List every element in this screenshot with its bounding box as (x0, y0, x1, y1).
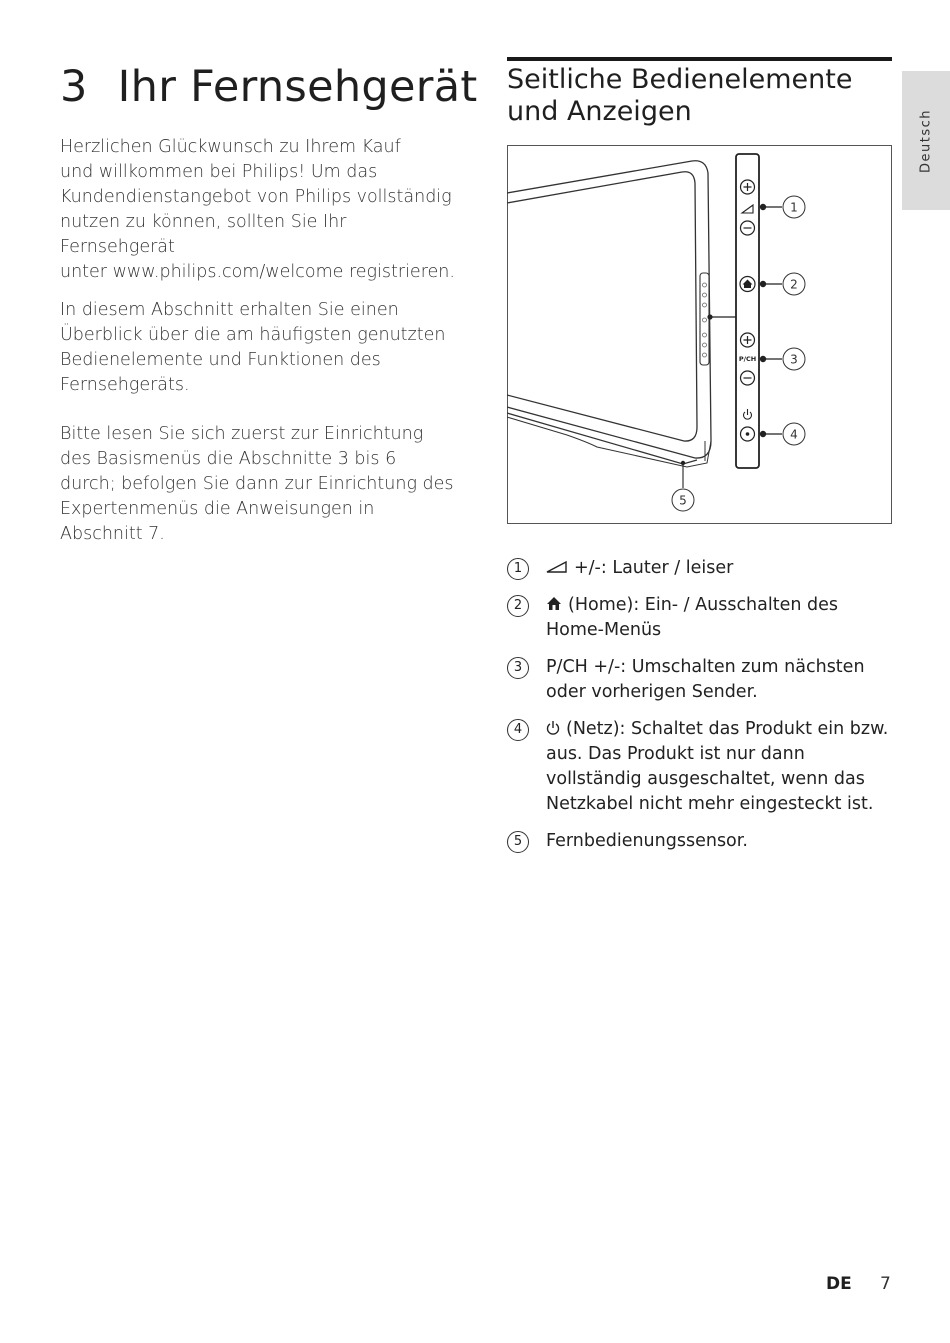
item-text: P/CH +/-: Umschalten zum nächsten oder vorherigen Sender. (546, 657, 865, 702)
tv-illustration (507, 145, 892, 524)
item-number: 3 (507, 657, 529, 679)
section-title: Seitliche Bedienelemente und Anzeigen (507, 64, 853, 127)
callout-1: 1 (790, 200, 798, 215)
callout-leaders (760, 204, 782, 436)
item-number: 5 (507, 831, 529, 853)
list-item (507, 655, 897, 705)
callout-4: 4 (790, 427, 798, 442)
tv-side-controls-figure (507, 145, 892, 524)
language-tab-label: Deutsch (918, 108, 934, 173)
chapter-title-text: Ihr Fernsehgerät (117, 62, 478, 112)
section-rule (507, 57, 892, 61)
pch-label: P/CH (738, 355, 757, 363)
tv-strip-marker (707, 314, 712, 319)
footer-language: DE (826, 1274, 852, 1294)
callout-3: 3 (790, 352, 798, 367)
item-text: (Home): Ein- / Ausschalten des Home-Menüs (546, 595, 839, 640)
language-tab (902, 71, 950, 210)
item-number: 2 (507, 595, 529, 617)
chapter-number: 3 (60, 62, 88, 112)
overview-paragraph: In diesem Abschnitt erhalten Sie einen Überblick über die am häufigsten genutzten Bedienelemente und Funktionen des Fernsehgeräts. (60, 300, 446, 395)
intro-paragraph: Herzlichen Glückwunsch zu Ihrem Kauf und willkommen bei Philips! Um das Kundendienstangebot von Philips vollständig nutzen zu können, sollten Sie Ihr Fernsehgerät unter www.philips.com/welcome registrieren. (60, 137, 455, 282)
callout-2: 2 (790, 277, 798, 292)
list-item (507, 717, 897, 817)
list-item (507, 593, 897, 643)
item-text: Fernbedienungssensor. (546, 831, 748, 851)
callout-5: 5 (679, 493, 687, 508)
remote-sensor-icon (681, 461, 685, 465)
list-item (507, 829, 897, 854)
item-text: +/-: Lauter / leiser (574, 558, 734, 578)
control-panel (736, 154, 759, 468)
chapter-title (60, 62, 478, 112)
instructions-paragraph: Bitte lesen Sie sich zuerst zur Einrichtung des Basismenüs die Abschnitte 3 bis 6 durch; befolgen Sie dann zur Einrichtung des Expertenmenüs die Anweisungen in Abschnitt 7. (60, 424, 454, 544)
item-number: 1 (507, 558, 529, 580)
page-number: 7 (880, 1274, 891, 1294)
item-number: 4 (507, 719, 529, 741)
control-descriptions-list (507, 556, 897, 866)
volume-icon (546, 560, 568, 574)
home-icon (546, 596, 562, 611)
list-item (507, 556, 897, 581)
item-text: (Netz): Schaltet das Produkt ein bzw. aus. Das Produkt ist nur dann vollständig ausgeschaltet, wenn das Netzkabel nicht mehr eingesteckt ist. (546, 719, 889, 814)
tv-body (507, 161, 711, 467)
power-icon (546, 720, 560, 735)
